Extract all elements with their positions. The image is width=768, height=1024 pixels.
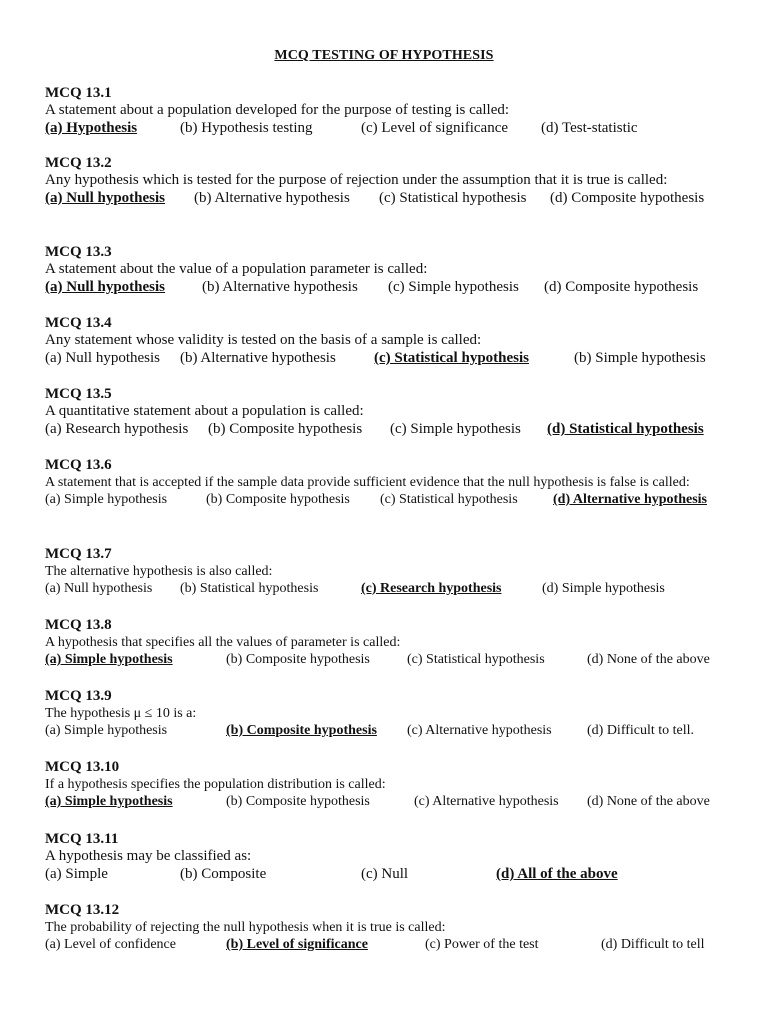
option-a-correct: (a) Hypothesis — [45, 120, 138, 136]
question-13-1 — [45, 84, 735, 137]
question-13-8 — [45, 616, 735, 669]
question-number: MCQ 13.2 — [45, 155, 112, 171]
options-row — [45, 349, 735, 367]
question-stem: The probability of rejecting the null hypothesis when it is true is called: — [45, 920, 446, 935]
question-13-2 — [45, 154, 735, 207]
option-d: (d) Composite hypothesis — [544, 279, 699, 295]
option-d: (d) Difficult to tell — [601, 937, 705, 952]
question-number: MCQ 13.1 — [45, 85, 112, 101]
question-stem: If a hypothesis specifies the population distribution is called: — [45, 777, 386, 792]
options-row — [45, 793, 735, 811]
option-c-correct: (c) Statistical hypothesis — [374, 350, 529, 366]
question-13-6 — [45, 456, 735, 509]
question-number: MCQ 13.12 — [45, 902, 120, 918]
option-d: (d) Test-statistic — [541, 120, 638, 136]
question-13-7 — [45, 545, 735, 598]
option-a-correct: (a) Null hypothesis — [45, 190, 166, 206]
option-b: (b) Composite hypothesis — [226, 652, 370, 667]
option-c: (c) Alternative hypothesis — [414, 794, 559, 809]
option-a: (a) Simple hypothesis — [45, 492, 168, 507]
option-b: (b) Composite hypothesis — [208, 421, 363, 437]
options-row — [45, 420, 735, 438]
option-a: (a) Level of confidence — [45, 937, 176, 952]
option-c: (c) Statistical hypothesis — [379, 190, 527, 206]
option-d: (d) Composite hypothesis — [550, 190, 705, 206]
option-b: (b) Alternative hypothesis — [202, 279, 358, 295]
option-d: (d) Difficult to tell. — [587, 723, 695, 738]
option-a: (a) Research hypothesis — [45, 421, 189, 437]
option-c: (c) Simple hypothesis — [388, 279, 519, 295]
option-b: (b) Hypothesis testing — [180, 120, 313, 136]
options-row — [45, 865, 735, 883]
option-c: (c) Simple hypothesis — [390, 421, 521, 437]
option-d-correct: (d) Statistical hypothesis — [547, 421, 704, 437]
option-a: (a) Null hypothesis — [45, 581, 153, 596]
options-row — [45, 936, 735, 954]
question-stem: A statement that is accepted if the sample data provide sufficient evidence that the null hypothesis is false is called: — [45, 475, 690, 490]
question-13-11 — [45, 830, 735, 883]
option-d: (b) Simple hypothesis — [574, 350, 706, 366]
question-stem: A hypothesis may be classified as: — [45, 848, 252, 864]
question-stem: The hypothesis μ ≤ 10 is a: — [45, 706, 197, 721]
question-stem: Any statement whose validity is tested on the basis of a sample is called: — [45, 332, 482, 348]
option-c: (c) Statistical hypothesis — [380, 492, 518, 507]
option-b-correct: (b) Composite hypothesis — [226, 723, 377, 738]
question-number: MCQ 13.3 — [45, 244, 112, 260]
options-row — [45, 722, 735, 740]
options-row — [45, 491, 735, 509]
option-d: (d) None of the above — [587, 652, 710, 667]
option-d-correct: (d) Alternative hypothesis — [553, 492, 707, 507]
question-number: MCQ 13.7 — [45, 546, 112, 562]
option-c: (c) Statistical hypothesis — [407, 652, 545, 667]
question-stem: A hypothesis that specifies all the values of parameter is called: — [45, 635, 401, 650]
option-b-correct: (b) Level of significance — [226, 937, 368, 952]
option-b: (b) Statistical hypothesis — [180, 581, 319, 596]
option-b: (b) Composite hypothesis — [206, 492, 350, 507]
options-row — [45, 278, 735, 296]
option-c: (c) Level of significance — [361, 120, 509, 136]
option-a-correct: (a) Simple hypothesis — [45, 652, 173, 667]
question-13-12 — [45, 901, 735, 954]
question-stem: The alternative hypothesis is also called: — [45, 564, 273, 579]
question-number: MCQ 13.8 — [45, 617, 112, 633]
option-c: (c) Null — [361, 866, 409, 882]
question-stem: A statement about the value of a population parameter is called: — [45, 261, 428, 277]
option-a: (a) Simple hypothesis — [45, 723, 168, 738]
question-number: MCQ 13.10 — [45, 759, 120, 775]
option-c-correct: (c) Research hypothesis — [361, 581, 502, 596]
question-number: MCQ 13.4 — [45, 315, 112, 331]
question-number: MCQ 13.11 — [45, 831, 119, 847]
options-row — [45, 651, 735, 669]
option-d: (d) None of the above — [587, 794, 710, 809]
option-d-correct: (d) All of the above — [496, 866, 618, 882]
option-b: (b) Composite — [180, 866, 267, 882]
option-c: (c) Power of the test — [425, 937, 539, 952]
question-stem: Any hypothesis which is tested for the purpose of rejection under the assumption that it is true is called: — [45, 172, 668, 188]
option-b: (b) Alternative hypothesis — [194, 190, 350, 206]
question-stem: A statement about a population developed for the purpose of testing is called: — [45, 102, 510, 118]
option-a-correct: (a) Null hypothesis — [45, 279, 166, 295]
question-13-9 — [45, 687, 735, 740]
option-b: (b) Alternative hypothesis — [180, 350, 336, 366]
option-a: (a) Simple — [45, 866, 108, 882]
options-row — [45, 580, 735, 598]
question-13-3 — [45, 243, 735, 296]
question-13-5 — [45, 385, 735, 438]
option-d: (d) Simple hypothesis — [542, 581, 665, 596]
option-b: (b) Composite hypothesis — [226, 794, 370, 809]
question-number: MCQ 13.9 — [45, 688, 112, 704]
question-stem: A quantitative statement about a population is called: — [45, 403, 364, 419]
question-13-4 — [45, 314, 735, 367]
option-c: (c) Alternative hypothesis — [407, 723, 552, 738]
question-number: MCQ 13.6 — [45, 457, 112, 473]
option-a-correct: (a) Simple hypothesis — [45, 794, 173, 809]
options-row — [45, 189, 735, 207]
question-number: MCQ 13.5 — [45, 386, 112, 402]
option-a: (a) Null hypothesis — [45, 350, 160, 366]
document-title: MCQ TESTING OF HYPOTHESIS — [274, 48, 494, 63]
options-row — [45, 119, 735, 137]
question-13-10 — [45, 758, 735, 811]
